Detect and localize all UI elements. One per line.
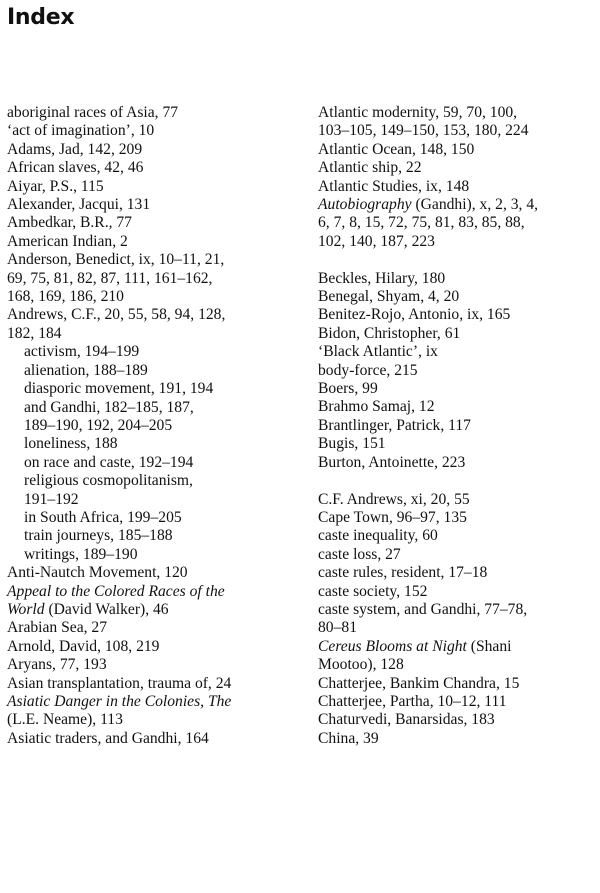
index-entry: [318, 435, 598, 453]
entry-continuation: [318, 214, 598, 232]
index-entry: [318, 491, 598, 509]
entry-heading: China, 39: [318, 729, 379, 747]
index-entry: [7, 141, 299, 159]
entry-heading: aboriginal races of Asia, 77: [7, 104, 179, 121]
index-entry: [7, 656, 299, 674]
entry-heading: Atlantic Studies, ix, 148: [318, 177, 470, 195]
entry-continuation: [24, 416, 299, 435]
index-entry: [318, 564, 598, 582]
entry-heading: Chatterjee, Bankim Chandra, 15: [318, 674, 520, 692]
entry-heading-tail: (Shani: [466, 637, 512, 655]
index-entry: [7, 619, 299, 637]
entry-heading: Chatterjee, Partha, 10–12, 111: [318, 692, 507, 710]
index-entry: [7, 583, 299, 620]
entry-continuation-text: World: [7, 600, 45, 618]
entry-heading: caste rules, resident, 17–18: [318, 564, 488, 582]
index-entry: [7, 730, 299, 748]
entry-continuation-text: 189–190, 192, 204–205: [24, 416, 173, 434]
entry-heading: Bugis, 151: [318, 435, 386, 453]
entry-heading: diasporic movement, 191, 194: [24, 380, 214, 398]
index-subentry: [7, 399, 299, 436]
index-entry: [318, 178, 598, 196]
entry-heading: Alexander, Jacqui, 131: [7, 196, 151, 214]
entry-heading-title: Cereus Blooms at Night: [318, 637, 467, 655]
entry-continuation-text: 102, 140, 187, 223: [318, 232, 435, 250]
index-entry: [7, 122, 299, 140]
index-entry: [318, 362, 598, 380]
entry-heading: Aryans, 77, 193: [7, 656, 107, 674]
entry-heading: Arabian Sea, 27: [7, 619, 108, 637]
entry-heading: caste society, 152: [318, 582, 428, 600]
index-entry: [318, 546, 598, 564]
entry-continuation: [7, 324, 299, 343]
index-entry: [7, 638, 299, 656]
entry-heading: in South Africa, 199–205: [24, 508, 182, 526]
index-entry: [7, 159, 299, 177]
entry-continuation-text: 168, 169, 186, 210: [7, 288, 124, 306]
entry-heading: Burton, Antoinette, 223: [318, 453, 466, 471]
entry-heading: on race and caste, 192–194: [24, 453, 194, 471]
entry-heading: and Gandhi, 182–185, 187,: [24, 398, 194, 416]
entry-heading-title: Appeal to the Colored Races of the: [7, 582, 225, 600]
entry-continuation: [24, 490, 299, 509]
index-subentry: [7, 454, 299, 472]
index-entry: [318, 527, 598, 545]
entry-continuation: [7, 288, 299, 306]
entry-heading: Boers, 99: [318, 380, 378, 398]
entry-continuation: [318, 122, 598, 140]
entry-heading: Anderson, Benedict, ix, 10–11, 21,: [7, 251, 225, 269]
index-entry: [318, 509, 598, 527]
index-entry: [7, 675, 299, 693]
index-entry: [318, 141, 598, 159]
entry-heading: Atlantic Ocean, 148, 150: [318, 140, 475, 158]
entry-heading: Chaturvedi, Banarsidas, 183: [318, 711, 495, 729]
index-entry: [318, 159, 598, 177]
index-entry: [7, 233, 299, 251]
index-entry: [318, 711, 598, 729]
entry-heading: caste loss, 27: [318, 545, 401, 563]
entry-heading: Asiatic traders, and Gandhi, 164: [7, 729, 209, 747]
entry-heading: Bidon, Christopher, 61: [318, 324, 461, 342]
entry-continuation: [7, 600, 299, 619]
entry-heading: activism, 194–199: [24, 343, 140, 361]
index-entry: [318, 417, 598, 435]
entry-heading: C.F. Andrews, xi, 20, 55: [318, 490, 470, 508]
index-entry: [318, 380, 598, 398]
entry-heading: Brantlinger, Patrick, 117: [318, 416, 471, 434]
index-entry: [318, 104, 598, 141]
index-entry: [7, 178, 299, 196]
index-entry: [318, 306, 598, 324]
entry-continuation-text: 103–105, 149–150, 153, 180, 224: [318, 122, 529, 140]
entry-continuation-text: 191–192: [24, 490, 79, 508]
entry-heading: American Indian, 2: [7, 232, 128, 250]
entry-continuation: [318, 619, 598, 637]
entry-heading: Brahmo Samaj, 12: [318, 398, 435, 416]
entry-continuation-text: 6, 7, 8, 15, 72, 75, 81, 83, 85, 88,: [318, 214, 525, 232]
entry-continuation-text: Mootoo), 128: [318, 656, 404, 674]
entry-heading: ‘act of imagination’, 10: [7, 122, 155, 140]
index-subentry: [7, 546, 299, 564]
entry-heading-title: Asiatic Danger in the Colonies, The: [7, 693, 232, 710]
entry-continuation-text: 80–81: [318, 619, 357, 637]
entry-heading: writings, 189–190: [24, 545, 138, 563]
entry-continuation: (L.E. Neame), 113: [7, 711, 123, 729]
entry-heading: caste system, and Gandhi, 77–78,: [318, 600, 528, 618]
entry-continuation-text: 69, 75, 81, 82, 87, 111, 161–162,: [7, 269, 213, 287]
index-column-left: [7, 104, 299, 748]
index-entry: [7, 196, 299, 214]
entry-heading: Asian transplantation, trauma of, 24: [7, 674, 232, 692]
index-subentry: [7, 380, 299, 398]
index-entry: [318, 693, 598, 711]
entry-heading: Arnold, David, 108, 219: [7, 637, 160, 655]
entry-continuation: [318, 656, 598, 674]
index-entry: [318, 601, 598, 638]
index-entry: [7, 251, 299, 306]
index-entry: [318, 638, 598, 675]
entry-heading: Benitez-Rojo, Antonio, ix, 165: [318, 306, 511, 324]
entry-heading: Benegal, Shyam, 4, 20: [318, 288, 460, 306]
index-entry: [318, 730, 598, 748]
entry-heading: ‘Black Atlantic’, ix: [318, 343, 438, 361]
index-entry: [7, 104, 299, 122]
entry-heading: African slaves, 42, 46: [7, 159, 144, 177]
entry-heading: alienation, 188–189: [24, 361, 148, 379]
page-title: Index: [7, 5, 75, 30]
entry-heading-title: Autobiography: [318, 196, 412, 214]
index-subentry: [7, 472, 299, 509]
entry-heading: Andrews, C.F., 20, 55, 58, 94, 128,: [7, 306, 226, 324]
index-entry: [318, 398, 598, 416]
index-entry: [7, 214, 299, 232]
entry-heading: loneliness, 188: [24, 435, 118, 453]
index-subentry: [7, 435, 299, 453]
entry-heading: caste inequality, 60: [318, 527, 438, 545]
index-entry: [318, 196, 598, 251]
index-subentry: [7, 362, 299, 380]
index-entry: [318, 583, 598, 601]
index-entry: [318, 270, 598, 288]
index-entry: [7, 564, 299, 582]
entry-heading: Beckles, Hilary, 180: [318, 269, 446, 287]
entry-heading: Atlantic modernity, 59, 70, 100,: [318, 104, 518, 121]
entry-continuation: [318, 232, 598, 251]
index-subentry: [7, 527, 299, 545]
entry-heading: Atlantic ship, 22: [318, 159, 422, 177]
index-entry: [7, 693, 299, 730]
entry-heading: train journeys, 185–188: [24, 527, 173, 545]
entry-heading: religious cosmopolitanism,: [24, 472, 193, 490]
entry-continuation-tail: (David Walker), 46: [44, 600, 169, 618]
entry-heading: Anti-Nautch Movement, 120: [7, 564, 188, 582]
index-entry: [318, 675, 598, 693]
index-entry: [318, 454, 598, 472]
entry-heading: Cape Town, 96–97, 135: [318, 508, 467, 526]
entry-heading-tail: (Gandhi), x, 2, 3, 4,: [411, 196, 539, 214]
entry-heading: Ambedkar, B.R., 77: [7, 214, 132, 232]
entry-continuation: [7, 269, 299, 288]
index-entry: [318, 288, 598, 306]
index-subentry: [7, 509, 299, 527]
index-entry: [318, 343, 598, 361]
entry-heading: Aiyar, P.S., 115: [7, 177, 104, 195]
index-column-right: [318, 104, 598, 748]
index-entry: [7, 306, 299, 343]
index-entry: [318, 325, 598, 343]
index-subentry: [7, 343, 299, 361]
entry-heading: body-force, 215: [318, 361, 418, 379]
entry-heading: Adams, Jad, 142, 209: [7, 140, 143, 158]
entry-continuation-text: 182, 184: [7, 324, 62, 342]
